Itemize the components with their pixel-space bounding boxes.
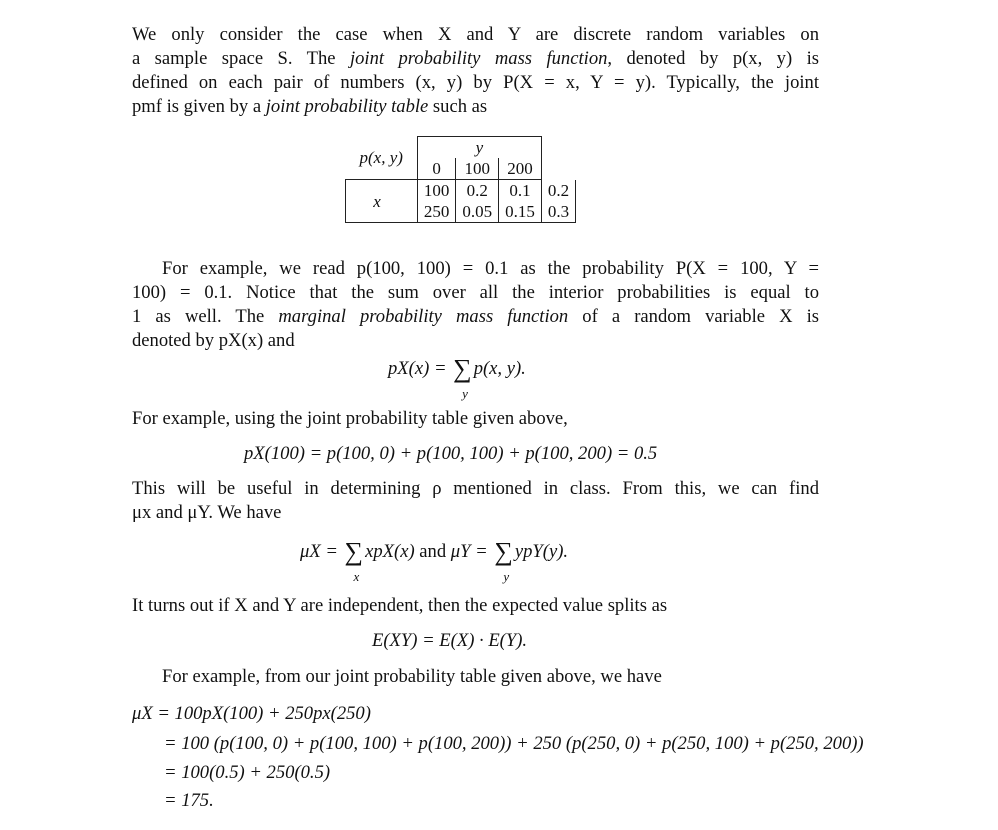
eq3-mu-x: μX = [300,541,343,562]
eq3-and: and [414,541,451,562]
paragraph-2: For example, using the joint probability table given above, [132,408,568,429]
equation-marginal-pmf [388,354,526,401]
summation-index: y [462,386,468,401]
eq1-rhs: p(x, y). [473,358,526,379]
table-col-var: y [417,137,541,159]
summation-index: y [503,569,510,584]
para3-line-1: This will be useful in determining ρ mentioned in class. From this, we can find [132,478,819,499]
table-row-var [346,180,418,223]
col-header: 200 [499,158,542,180]
row-header: 250 [417,201,456,223]
col-header: 100 [456,158,499,180]
paragraph-5: For example, from our joint probability table given above, we have [162,666,662,687]
paragraph-4: It turns out if X and Y are independent, then the expected value splits as [132,595,668,616]
eq1-lhs: pX(x) = [388,358,452,379]
table-corner-label: p(x, y) [359,148,403,168]
derivation-line-3: = 100(0.5) + 250(0.5) [164,762,331,783]
intro-line-4 [132,95,487,119]
table-cell: 0.3 [541,201,575,223]
term-joint-table: joint probability table [265,96,429,117]
table-cell: 0.2 [541,180,575,202]
example1-line-1: For example, we read p(100, 100) = 0.1 as the probability P(X = 100, Y = [162,258,819,279]
table-cell: 0.15 [499,201,542,223]
eq3-mu-x-body: xpX(x) [365,541,415,562]
table-cell: 0.05 [456,201,499,223]
eq3-mu-y: μY = [450,541,493,562]
example1-line-3 [132,305,819,329]
equation-expectation-split: E(XY) = E(X) · E(Y). [372,630,528,651]
equation-means [300,537,569,584]
intro-line-2 [132,47,819,71]
derivation-line-2: = 100 (p(100, 0) + p(100, 100) + p(100, 200)) + 250 (p(250, 0) + p(250, 100) + p(250, 200)) [164,733,864,754]
intro-line-2-b: , denoted by p(x, y) is [607,48,820,69]
row-header: 100 [417,180,456,202]
para3-line-2: μx and μY. We have [132,502,282,523]
derivation-line-1: μX = 100pX(100) + 250px(250) [132,703,371,724]
term-joint-pmf: joint probability mass function [349,48,608,69]
summation-symbol: ∑ x [344,537,364,584]
example1-line-4: denoted by pX(x) and [132,330,295,351]
intro-line-4-a: pmf is given by a [132,96,266,117]
summation-index: x [353,569,360,584]
row-var-label: x [373,191,381,211]
joint-probability-table [345,136,576,223]
summation-symbol: ∑ y [453,354,472,401]
derivation-line-4: = 175. [164,790,214,811]
table-cell: 0.1 [499,180,542,202]
eq3-mu-y-body: ypY(y). [514,541,569,562]
example1-line-3-b: of a random variable X is [568,306,819,327]
example1-line-2: 100) = 0.1. Notice that the sum over all the interior probabilities is equal to [132,282,819,303]
intro-line-2-a: a sample space S. The [132,48,350,69]
intro-line-4-b: such as [428,96,488,117]
equation-px-100: pX(100) = p(100, 0) + p(100, 100) + p(100, 200) = 0.5 [244,443,658,464]
term-marginal-pmf: marginal probability mass function [278,306,569,327]
example1-line-3-a: 1 as well. The [132,306,279,327]
table-cell: 0.2 [456,180,499,202]
summation-symbol: ∑ y [494,537,513,584]
col-header: 0 [417,158,456,180]
table-row [346,180,576,202]
intro-line-3: defined on each pair of numbers (x, y) by P(X = x, Y = y). Typically, the joint [132,72,819,93]
intro-line-1: We only consider the case when X and Y are discrete random variables on [132,24,819,45]
